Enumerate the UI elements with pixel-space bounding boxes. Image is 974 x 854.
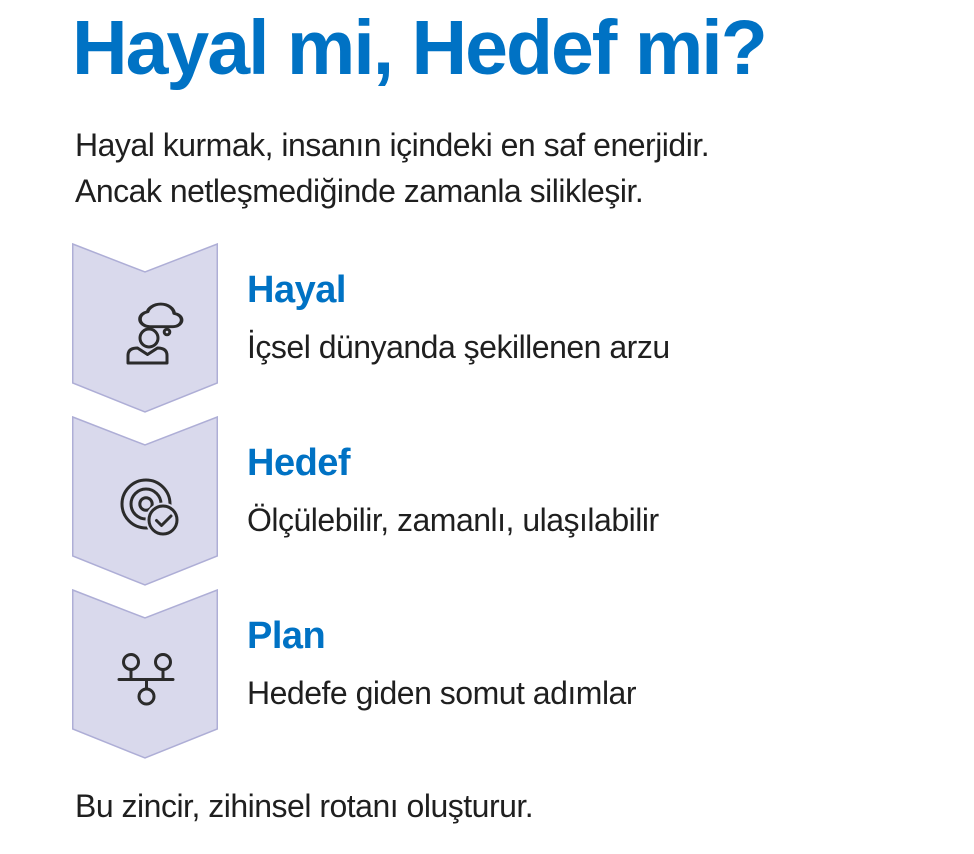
step-label: Hayal bbox=[247, 269, 346, 311]
intro-line-2: Ancak netleşmediğinde zamanla silikleşir. bbox=[75, 173, 644, 209]
step-description: Ölçülebilir, zamanlı, ulaşılabilir bbox=[247, 502, 659, 538]
step-label: Hedef bbox=[247, 442, 351, 484]
chevron-shape bbox=[72, 589, 218, 759]
intro-line-1: Hayal kurmak, insanın içindeki en saf enerjidir. bbox=[75, 127, 710, 163]
step-row-plan bbox=[72, 589, 932, 762]
chevron-shape bbox=[72, 416, 218, 586]
step-row-hayal bbox=[72, 243, 932, 416]
step-description: İçsel dünyanda şekillenen arzu bbox=[247, 329, 670, 365]
page-title: Hayal mi, Hedef mi? bbox=[72, 5, 766, 91]
intro-text bbox=[75, 122, 709, 214]
step-label: Plan bbox=[247, 615, 326, 657]
footer-text: Bu zincir, zihinsel rotanı oluşturur. bbox=[75, 788, 534, 824]
step-description: Hedefe giden somut adımlar bbox=[247, 675, 636, 711]
chevron-shape bbox=[72, 243, 218, 413]
step-row-hedef bbox=[72, 416, 932, 589]
